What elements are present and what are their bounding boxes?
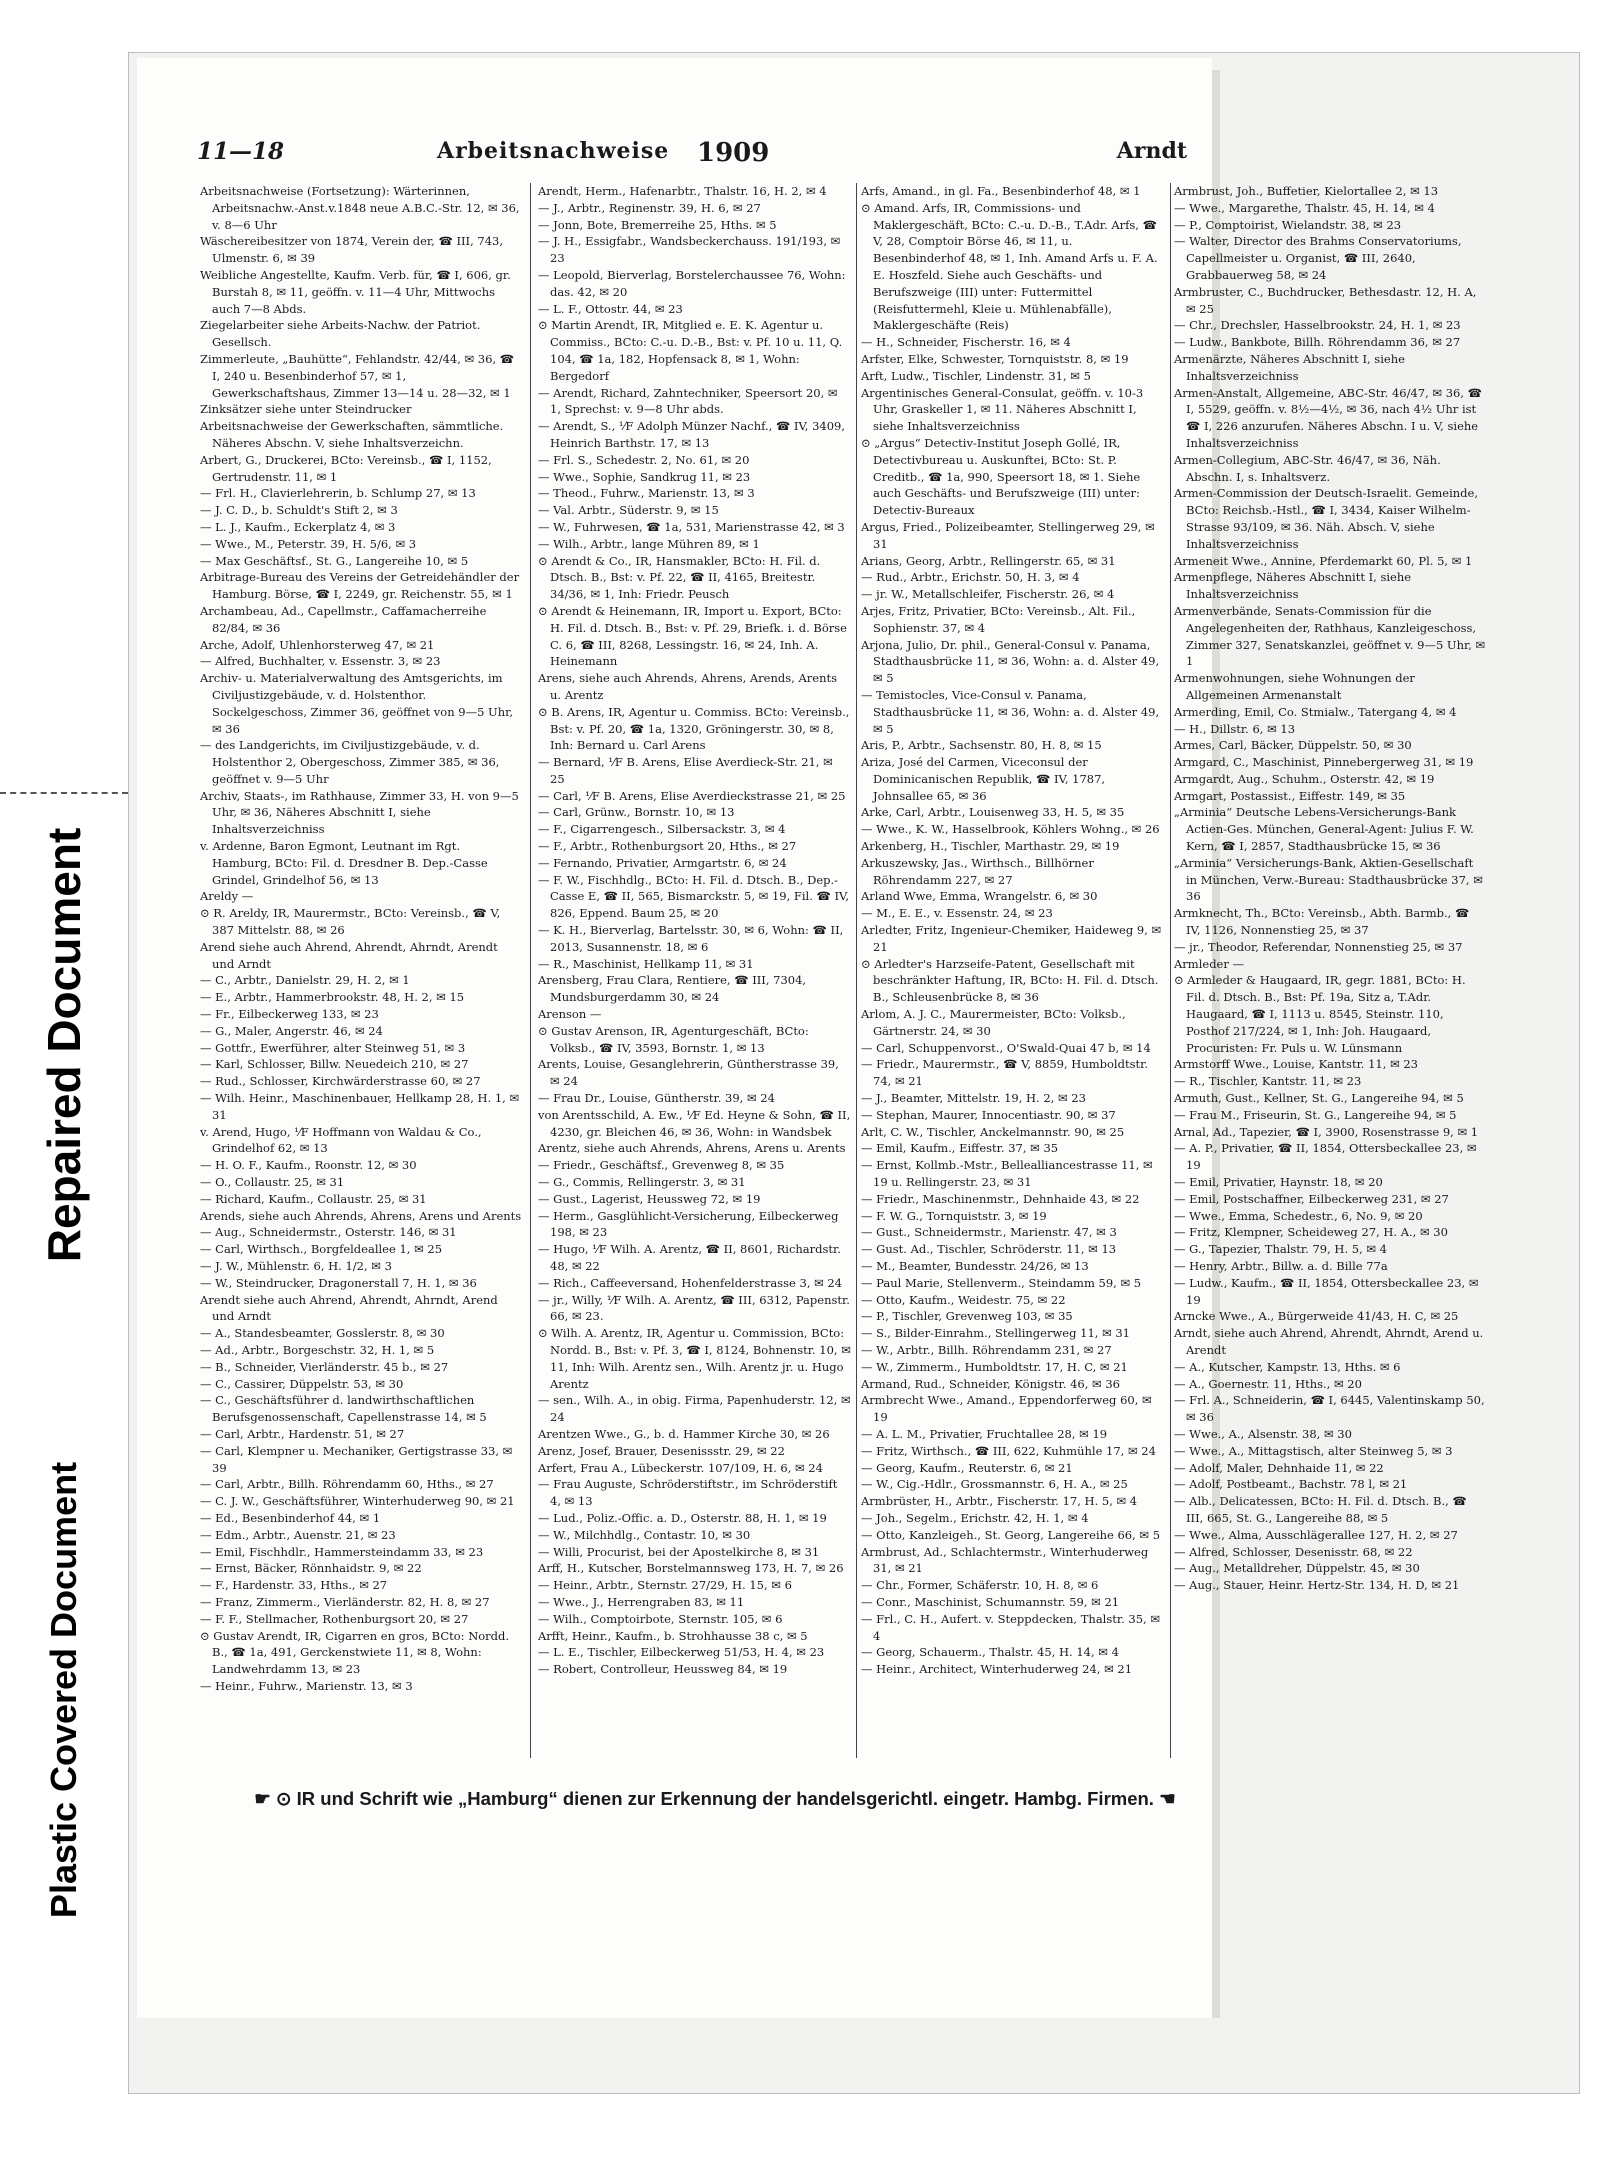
directory-column-2 <box>538 183 851 1758</box>
directory-entry: — Emil, Kaufm., Eiffestr. 37, ✉ 35 <box>861 1141 1059 1156</box>
directory-entry: — H., Schneider, Fischerstr. 16, ✉ 4 <box>861 335 1071 350</box>
directory-entry: — J. C. D., b. Schuldt's Stift 2, ✉ 3 <box>200 503 398 518</box>
directory-entry: — Frau M., Friseurin, St. G., Langereihe 94, ✉ 5 <box>1174 1107 1457 1122</box>
directory-entry: — S., Bilder-Einrahm., Stellingerweg 11, ✉ 31 <box>861 1326 1131 1341</box>
directory-entry: Arbert, G., Druckerei, BCto: Vereinsb., ☎ I, 1152, Gertrudenstr. 11, ✉ 1 <box>200 452 492 484</box>
directory-entry: — F., Arbtr., Rothenburgsort 20, Hths., ✉ 27 <box>538 839 797 854</box>
directory-entry: — F., Cigarrengesch., Silbersackstr. 3, ✉ 4 <box>538 822 786 837</box>
directory-entry: — Carl, Arbtr., Hardenstr. 51, ✉ 27 <box>200 1426 405 1441</box>
repaired-document-label: Repaired Document <box>38 827 90 1263</box>
directory-entry: Armen-Commission der Deutsch-Israelit. Gemeinde, BCto: Reichsb.-Hstl., ☎ I, 3434, Kaiser Wilhelm-Strasse 93/109, ✉ 36. Näh. Absch. V, siehe Inhaltsverzeichniss <box>1174 486 1478 551</box>
directory-entry: — Aug., Schneidermstr., Osterstr. 146, ✉ 31 <box>200 1225 457 1240</box>
directory-entry: — C., Arbtr., Danielstr. 29, H. 2, ✉ 1 <box>200 973 410 988</box>
directory-entry: — A. P., Privatier, ☎ II, 1854, Ottersbeckallee 23, ✉ 19 <box>1174 1141 1477 1173</box>
directory-entry: — L. E., Tischler, Eilbeckerweg 51/53, H. 4, ✉ 23 <box>538 1645 825 1660</box>
directory-entry: — Aug., Stauer, Heinr. Hertz-Str. 134, H. D, ✉ 21 <box>1174 1578 1460 1593</box>
directory-entry: Arends, siehe auch Ahrends, Ahrens, Arens und Arents <box>200 1208 522 1223</box>
page-footer-note: ☛ ⊙ IR und Schrift wie „Hamburg“ dienen zur Erkennung der handelsgerichtl. eingetr. Hambg. Firmen. ☚ <box>254 1788 1176 1809</box>
directory-entry: — Wilh., Comptoirbote, Sternstr. 105, ✉ 6 <box>538 1611 783 1626</box>
directory-entry: — sen., Wilh. A., in obig. Firma, Papenhuderstr. 12, ✉ 24 <box>538 1393 851 1425</box>
side-label-strip <box>0 0 128 2177</box>
directory-entry: — Chr., Drechsler, Hasselbrookstr. 24, H. 1, ✉ 23 <box>1174 318 1461 333</box>
directory-entry: — Rud., Schlosser, Kirchwärderstrasse 60, ✉ 27 <box>200 1074 481 1089</box>
directory-entry: Arentzen Wwe., G., b. d. Hammer Kirche 30, ✉ 26 <box>538 1426 830 1441</box>
directory-entry: — Ludw., Kaufm., ☎ II, 1854, Ottersbeckallee 23, ✉ 19 <box>1174 1275 1479 1307</box>
directory-entry: Arland Wwe, Emma, Wrangelstr. 6, ✉ 30 <box>861 889 1098 904</box>
directory-entry: — G., Commis, Rellingerstr. 3, ✉ 31 <box>538 1175 746 1190</box>
directory-entry: — L. J., Kaufm., Eckerplatz 4, ✉ 3 <box>200 519 396 534</box>
directory-entry: — F. W. G., Tornquiststr. 3, ✉ 19 <box>861 1208 1047 1223</box>
directory-entry: — Carl, Klempner u. Mechaniker, Gertigstrasse 33, ✉ 39 <box>200 1443 513 1475</box>
directory-entry: — G., Maler, Angerstr. 46, ✉ 24 <box>200 1023 383 1038</box>
directory-entry: — L. F., Ottostr. 44, ✉ 23 <box>538 301 683 316</box>
directory-entry: — W., Fuhrwesen, ☎ 1a, 531, Marienstrasse 42, ✉ 3 <box>538 519 845 534</box>
directory-entry: — Wwe., A., Mittagstisch, alter Steinweg 5, ✉ 3 <box>1174 1443 1453 1458</box>
directory-entry: — Fritz, Wirthsch., ☎ III, 622, Kuhmühle 17, ✉ 24 <box>861 1443 1156 1458</box>
directory-entry: — P., Tischler, Grevenweg 103, ✉ 35 <box>861 1309 1073 1324</box>
directory-entry: — W., Arbtr., Billh. Röhrendamm 231, ✉ 27 <box>861 1342 1112 1357</box>
directory-entry: Arentz, siehe auch Ahrends, Ahrens, Arens u. Arents <box>538 1141 846 1156</box>
directory-entry: Arkenberg, H., Tischler, Marthastr. 29, ✉ 19 <box>861 839 1120 854</box>
directory-entry: — G., Tapezier, Thalstr. 79, H. 5, ✉ 4 <box>1174 1242 1387 1257</box>
directory-entry: — C., Cassirer, Düppelstr. 53, ✉ 30 <box>200 1376 404 1391</box>
directory-entry: — Chr., Former, Schäferstr. 10, H. 8, ✉ 6 <box>861 1578 1099 1593</box>
directory-entry: Arlt, C. W., Tischler, Anckelmannstr. 90, ✉ 25 <box>861 1124 1125 1139</box>
directory-entry: ⊙ Arendt & Heinemann, IR, Import u. Export, BCto: H. Fil. d. Dtsch. B., Bst: v. Pf. 29, Briefk. i. d. Börse C. 6, ☎ III, 8268, Lessingstr. 16, ✉ 24, Inh. A. Heinemann <box>538 603 847 669</box>
directory-entry: ⊙ Wilh. A. Arentz, IR, Agentur u. Commission, BCto: Nordd. B., Bst: v. Pf. 3, ☎ I, 8124, Bohnenstr. 10, ✉ 11, Inh: Wilh. Arentz sen., Wilh. Arentz jr. u. Hugo Arentz <box>538 1326 851 1391</box>
directory-entry: — Rud., Arbtr., Erichstr. 50, H. 3, ✉ 4 <box>861 570 1080 585</box>
directory-entry: — Rich., Caffeeversand, Hohenfelderstrasse 3, ✉ 24 <box>538 1275 843 1290</box>
directory-entry: — F., Hardenstr. 33, Hths., ✉ 27 <box>200 1578 388 1593</box>
directory-entry: Armenärzte, Näheres Abschnitt I, siehe Inhaltsverzeichniss <box>1174 351 1405 383</box>
directory-entry: — Richard, Kaufm., Collaustr. 25, ✉ 31 <box>200 1191 427 1206</box>
directory-entry: Armgart, Postassist., Eiffestr. 149, ✉ 35 <box>1174 788 1406 803</box>
directory-entry: Armenpflege, Näheres Abschnitt I, siehe Inhaltsverzeichniss <box>1174 570 1412 602</box>
directory-entry: ⊙ Arendt & Co., IR, Hansmakler, BCto: H. Fil. d. Dtsch. B., Bst: v. Pf. 22, ☎ II, 4165, Breitestr. 34/36, ✉ 1, Inh: Friedr. Peusch <box>538 553 821 602</box>
directory-entry: — Alfred, Schlosser, Desenisstr. 68, ✉ 22 <box>1174 1544 1413 1559</box>
directory-entry: — Frl. S., Schedestr. 2, No. 61, ✉ 20 <box>538 452 750 467</box>
directory-entry: Armleder — <box>1174 956 1245 971</box>
directory-entry: — Georg, Kaufm., Reuterstr. 6, ✉ 21 <box>861 1460 1073 1475</box>
directory-entry: Armerding, Emil, Co. Stmialw., Tatergang 4, ✉ 4 <box>1174 704 1457 719</box>
directory-entry: — Carl, Wirthsch., Borgfeldeallee 1, ✉ 25 <box>200 1242 443 1257</box>
directory-entry: Archiv, Staats-, im Rathhause, Zimmer 33, H. von 9—5 Uhr, ✉ 36, Näheres Abschnitt I, siehe Inhaltsverzeichniss <box>200 788 519 837</box>
directory-entry: — Carl, Arbtr., Billh. Röhrendamm 60, Hths., ✉ 27 <box>200 1477 494 1492</box>
directory-entry: — Heinr., Fuhrw., Marienstr. 13, ✉ 3 <box>200 1678 413 1693</box>
directory-entry: — Theod., Fuhrw., Marienstr. 13, ✉ 3 <box>538 486 755 501</box>
directory-entry: Aris, P., Arbtr., Sachsenstr. 80, H. 8, ✉ 15 <box>861 738 1102 753</box>
directory-entry: — J. W., Mühlenstr. 6, H. 1/2, ✉ 3 <box>200 1259 392 1273</box>
directory-entry: — Temistocles, Vice-Consul v. Panama, Stadthausbrücke 11, ✉ 36, Wohn: a. d. Alster 49, ✉ 5 <box>861 687 1160 736</box>
directory-entry: Arenson — <box>538 1007 602 1022</box>
directory-entry: — M., Beamter, Bundesstr. 24/26, ✉ 13 <box>861 1259 1089 1273</box>
directory-entry: Armen-Anstalt, Allgemeine, ABC-Str. 46/47, ✉ 36, ☎ I, 5529, geöffn. v. 8½—4½, ✉ 36, nach 4½ Uhr ist ☎ I, 226 anzurufen. Näheres Abschn. I u. V, siehe Inhaltsverzeichniss <box>1174 385 1482 450</box>
directory-entry: Armbrust, Joh., Buffetier, Kielortallee 2, ✉ 13 <box>1174 184 1439 198</box>
directory-entry: Arlom, A. J. C., Maurermeister, BCto: Volksb., Gärtnerstr. 24, ✉ 30 <box>861 1007 1126 1038</box>
directory-entry: — Heinr., Architect, Winterhuderweg 24, ✉ 21 <box>861 1662 1133 1677</box>
directory-entry: — M., E. E., v. Essenstr. 24, ✉ 23 <box>861 906 1053 921</box>
running-keyword: Arndt <box>1116 138 1187 164</box>
directory-entry: Archambeau, Ad., Capellmstr., Caffamacherreihe 82/84, ✉ 36 <box>200 603 487 635</box>
directory-entry: Ziegelarbeiter siehe Arbeits-Nachw. der Patriot. Gesellsch. <box>200 318 481 350</box>
directory-entry: — Emil, Fischhdlr., Hammersteindamm 33, ✉ 23 <box>200 1544 484 1559</box>
directory-entry: — W., Cig.-Hdlr., Grossmannstr. 6, H. A., ✉ 25 <box>861 1477 1128 1492</box>
directory-entry: Arbeitsnachweise (Fortsetzung): Wärterinnen, Arbeitsnachw.-Anst.v.1848 neue A.B.C.-Str. 12, ✉ 36, v. 8—6 Uhr <box>200 184 520 232</box>
directory-entry: Arendt siehe auch Ahrend, Ahrendt, Ahrndt, Arend und Arndt <box>200 1292 498 1324</box>
directory-entry: — Franz, Zimmerm., Vierländerstr. 82, H. 8, ✉ 27 <box>200 1594 490 1609</box>
directory-entry: Arjona, Julio, Dr. phil., General-Consul v. Panama, Stadthausbrücke 11, ✉ 36, Wohn: a. d. Alster 49, ✉ 5 <box>861 637 1160 686</box>
directory-entry: — Hugo, ⅟F Wilh. A. Arentz, ☎ II, 8601, Richardstr. 48, ✉ 22 <box>538 1242 841 1273</box>
directory-entry: „Arminia“ Versicherungs-Bank, Aktien-Gesellschaft in München, Verw.-Bureau: Stadthausbrücke 37, ✉ 36 <box>1174 855 1483 904</box>
directory-entry: — Carl, ⅟F B. Arens, Elise Averdieckstrasse 21, ✉ 25 <box>538 788 846 803</box>
directory-entry: Argentinisches General-Consulat, geöffn. v. 10-3 Uhr, Graskeller 1, ✉ 11. Näheres Abschnitt I, siehe Inhaltsverzeichniss <box>861 385 1144 434</box>
directory-entry: — Leopold, Bierverlag, Borstelerchaussee 76, Wohn: das. 42, ✉ 20 <box>538 267 846 299</box>
page-header <box>197 138 1187 168</box>
directory-entry: — B., Schneider, Vierländerstr. 45 b., ✉ 27 <box>200 1359 449 1374</box>
directory-entry: ⊙ Martin Arendt, IR, Mitglied e. E. K. Agentur u. Commiss., BCto: C.-u. D.-B., Bst: v. Pf. 10 u. 11, Q. 104, ☎ 1a, 182, Hopfensack 8, ✉ 1, Wohn: Bergedorf <box>538 318 843 383</box>
directory-entry: Arbeitsnachweise der Gewerkschaften, sämmtliche. Näheres Abschn. V, siehe Inhaltsverzeichn. <box>200 419 504 450</box>
directory-entry: — Otto, Kanzleigeh., St. Georg, Langereihe 66, ✉ 5 <box>861 1527 1161 1542</box>
directory-entry: — Val. Arbtr., Süderstr. 9, ✉ 15 <box>538 503 719 518</box>
directory-entry: Arke, Carl, Arbtr., Louisenweg 33, H. 5, ✉ 35 <box>861 805 1125 820</box>
directory-entry: v. Arend, Hugo, ⅟F Hoffmann von Waldau & Co., Grindelhof 62, ✉ 13 <box>200 1124 482 1156</box>
directory-entry: — R., Tischler, Kantstr. 11, ✉ 23 <box>1174 1074 1362 1089</box>
directory-entry: — H., Dillstr. 6, ✉ 13 <box>1174 721 1296 736</box>
directory-entry: — A. L. M., Privatier, Fruchtallee 28, ✉ 19 <box>861 1426 1108 1441</box>
directory-entry: — Gottfr., Ewerführer, alter Steinweg 51, ✉ 3 <box>200 1040 466 1055</box>
directory-entry: Arfert, Frau A., Lübeckerstr. 107/109, H. 6, ✉ 24 <box>538 1460 823 1475</box>
directory-entry: — Emil, Postschaffner, Eilbeckerweg 231, ✉ 27 <box>1174 1191 1449 1206</box>
column-rule <box>530 183 531 1758</box>
directory-entry: — H. O. F., Kaufm., Roonstr. 12, ✉ 30 <box>200 1158 417 1173</box>
directory-entry: — Lud., Poliz.-Offic. a. D., Osterstr. 88, H. 1, ✉ 19 <box>538 1510 827 1525</box>
directory-entry: — Max Geschäftsf., St. G., Langereihe 10, ✉ 5 <box>200 553 469 568</box>
directory-entry: Armgardt, Aug., Schuhm., Osterstr. 42, ✉ 19 <box>1174 771 1435 786</box>
directory-entry: Armknecht, Th., BCto: Vereinsb., Abth. Barmb., ☎ IV, 1126, Nonnenstieg 25, ✉ 37 <box>1174 906 1470 938</box>
directory-entry: Armbruster, C., Buchdrucker, Bethesdastr. 12, H. A, ✉ 25 <box>1174 284 1477 316</box>
directory-entry: Arft, Ludw., Tischler, Lindenstr. 31, ✉ 5 <box>861 368 1091 383</box>
column-rule <box>1170 183 1171 1758</box>
directory-entry: Arjes, Fritz, Privatier, BCto: Vereinsb., Alt. Fil., Sophienstr. 37, ✉ 4 <box>861 603 1136 635</box>
directory-entry: — Arendt, S., ⅟F Adolph Münzer Nachf., ☎ IV, 3409, Heinrich Barthstr. 17, ✉ 13 <box>538 419 845 450</box>
directory-entry: — Wilh. Heinr., Maschinenbauer, Hellkamp 28, H. 1, ✉ 31 <box>200 1091 520 1122</box>
directory-entry: — Stephan, Maurer, Innocentiastr. 90, ✉ 37 <box>861 1107 1116 1122</box>
directory-entry: — J., Arbtr., Reginenstr. 39, H. 6, ✉ 27 <box>538 200 761 215</box>
directory-entry: — Aug., Metalldreher, Düppelstr. 45, ✉ 30 <box>1174 1561 1420 1576</box>
directory-entry: — O., Collaustr. 25, ✉ 31 <box>200 1175 345 1190</box>
directory-entry: — Wwe., J., Herrengraben 83, ✉ 11 <box>538 1594 745 1609</box>
directory-entry: Arians, Georg, Arbtr., Rellingerstr. 65, ✉ 31 <box>861 553 1116 568</box>
directory-entry: Zinksätzer siehe unter Steindrucker <box>200 402 412 417</box>
directory-entry: — Wwe., A., Alsenstr. 38, ✉ 30 <box>1174 1426 1352 1441</box>
directory-entry: — F. W., Fischhdlg., BCto: H. Fil. d. Dtsch. B., Dep.-Casse E, ☎ II, 565, Bismarckstr. 5, ✉ 19, Fil. ☎ IV, 826, Eppend. Baum 25, ✉ 20 <box>538 872 850 921</box>
directory-entry: Armeneit Wwe., Annine, Pferdemarkt 60, Pl. 5, ✉ 1 <box>1174 553 1473 568</box>
directory-entry: — P., Comptoirist, Wielandstr. 38, ✉ 23 <box>1174 217 1402 232</box>
directory-entry: — Friedr., Maschinenmstr., Dehnhaide 43, ✉ 22 <box>861 1191 1140 1206</box>
directory-entry: — K. H., Bierverlag, Bartelsstr. 30, ✉ 6, Wohn: ☎ II, 2013, Susannenstr. 18, ✉ 6 <box>538 923 844 954</box>
directory-entry: Argus, Fried., Polizeibeamter, Stellingerweg 29, ✉ 31 <box>861 519 1155 551</box>
directory-entry: — Arendt, Richard, Zahntechniker, Speersort 20, ✉ 1, Sprechst: v. 9—8 Uhr abds. <box>538 385 838 417</box>
directory-entry: — Robert, Controlleur, Heussweg 84, ✉ 19 <box>538 1662 788 1677</box>
directory-entry: ⊙ „Argus“ Detectiv-Institut Joseph Gollé, IR, Detectivbureau u. Auskunftei, BCto: St. P. Creditb., ☎ 1a, 990, Speersort 18, ✉ 1. Siehe auch Geschäfts- und Berufszweige (III) unter: Detectiv-Bureaux <box>861 435 1141 518</box>
directory-entry: Arendt, Herm., Hafenarbtr., Thalstr. 16, H. 2, ✉ 4 <box>538 184 827 198</box>
directory-entry: Armen-Collegium, ABC-Str. 46/47, ✉ 36, Näh. Abschn. I, s. Inhaltsverz. <box>1174 452 1441 484</box>
directory-entry: — Otto, Kaufm., Weidestr. 75, ✉ 22 <box>861 1292 1066 1307</box>
directory-year: 1909 <box>697 138 770 168</box>
directory-entry: — Ernst, Kollmb.-Mstr., Bellealliancestrasse 11, ✉ 19 u. Rellingerstr. 23, ✉ 31 <box>861 1158 1153 1190</box>
directory-entry: — Fernando, Privatier, Armgartstr. 6, ✉ 24 <box>538 855 787 870</box>
directory-entry: — jr., Theodor, Referendar, Nonnenstieg 25, ✉ 37 <box>1174 939 1463 954</box>
directory-entry: — Bernard, ⅟F B. Arens, Elise Averdieck-Str. 21, ✉ 25 <box>538 755 833 786</box>
directory-entry: Arkuszewsky, Jas., Wirthsch., Billhörner Röhrendamm 227, ✉ 27 <box>861 855 1094 887</box>
directory-entry: — W., Zimmerm., Humboldtstr. 17, H. C, ✉ 21 <box>861 1359 1128 1374</box>
directory-entry: Wäschereibesitzer von 1874, Verein der, ☎ III, 743, Ulmenstr. 6, ✉ 39 <box>200 234 503 266</box>
directory-entry: Arche, Adolf, Uhlenhorsterweg 47, ✉ 21 <box>200 637 435 652</box>
directory-entry: — A., Standesbeamter, Gosslerstr. 8, ✉ 30 <box>200 1326 445 1341</box>
directory-entry: — Gust., Lagerist, Heussweg 72, ✉ 19 <box>538 1191 761 1206</box>
directory-column-3 <box>861 183 1168 1758</box>
directory-entry: — Walter, Director des Brahms Conservatoriums, Capellmeister u. Organist, ☎ III, 2640, Grabbauerweg 58, ✉ 24 <box>1174 234 1462 282</box>
directory-entry: — Emil, Privatier, Haynstr. 18, ✉ 20 <box>1174 1175 1383 1190</box>
directory-entry: Armenverbände, Senats-Commission für die Angelegenheiten der, Rathhaus, Kanzleigeschoss, Zimmer 327, Senatskanzlei, geöffnet v. 9—5 Uhr, ✉ 1 <box>1174 603 1486 669</box>
directory-entry: — Frau Dr., Louise, Güntherstr. 39, ✉ 24 <box>538 1091 775 1106</box>
directory-entry: ⊙ Gustav Arenson, IR, Agenturgeschäft, BCto: Volksb., ☎ IV, 3593, Bornstr. 1, ✉ 13 <box>538 1023 809 1055</box>
directory-entry: — Wwe., Sophie, Sandkrug 11, ✉ 23 <box>538 469 751 484</box>
directory-entry: Armstorff Wwe., Louise, Kantstr. 11, ✉ 23 <box>1174 1057 1418 1072</box>
directory-entry: Armenwohnungen, siehe Wohnungen der Allgemeinen Armenanstalt <box>1174 671 1415 702</box>
directory-entry: — J. H., Essigfabr., Wandsbeckerchauss. 191/193, ✉ 23 <box>538 234 841 266</box>
directory-entry: Arnal, Ad., Tapezier, ☎ I, 3900, Rosenstrasse 9, ✉ 1 <box>1174 1124 1479 1139</box>
directory-entry: Arens, siehe auch Ahrends, Ahrens, Arends, Arents u. Arentz <box>538 671 837 702</box>
directory-entry: — E., Arbtr., Hammerbrookstr. 48, H. 2, ✉ 15 <box>200 990 465 1005</box>
directory-entry: — Friedr., Geschäftsf., Grevenweg 8, ✉ 35 <box>538 1158 785 1173</box>
directory-entry: ⊙ R. Areldy, IR, Maurermstr., BCto: Vereinsb., ☎ V, 387 Mittelstr. 88, ✉ 26 <box>200 906 501 938</box>
directory-entry: Arend siehe auch Ahrend, Ahrendt, Ahrndt, Arendt und Arndt <box>200 939 498 971</box>
directory-entry: Armes, Carl, Bäcker, Düppelstr. 50, ✉ 30 <box>1174 738 1412 753</box>
directory-entry: — Gust. Ad., Tischler, Schröderstr. 11, ✉ 13 <box>861 1242 1117 1257</box>
directory-entry: — jr., Willy, ⅟F Wilh. A. Arentz, ☎ III, 6312, Papenstr. 66, ✉ 23. <box>538 1292 850 1324</box>
directory-entry: Armbrust, Ad., Schlachtermstr., Winterhuderweg 31, ✉ 21 <box>861 1544 1149 1576</box>
directory-entry: Armand, Rud., Schneider, Königstr. 46, ✉ 36 <box>861 1376 1120 1391</box>
directory-entry: — Adolf, Maler, Dehnhaide 11, ✉ 22 <box>1174 1460 1384 1475</box>
directory-entry: — Wwe., Emma, Schedestr., 6, No. 9, ✉ 20 <box>1174 1208 1423 1223</box>
directory-entry: — des Landgerichts, im Civiljustizgebäude, v. d. Holstenthor 2, Obergeschoss, Zimmer 385, ✉ 36, geöffnet v. 9—5 Uhr <box>200 738 500 786</box>
directory-entry: — Paul Marie, Stellenverm., Steindamm 59, ✉ 5 <box>861 1275 1142 1290</box>
directory-entry: — F. F., Stellmacher, Rothenburgsort 20, ✉ 27 <box>200 1611 469 1626</box>
directory-entry: — Joh., Segelm., Erichstr. 42, H. 1, ✉ 4 <box>861 1510 1089 1525</box>
directory-entry: Arledter, Fritz, Ingenieur-Chemiker, Haideweg 9, ✉ 21 <box>861 923 1162 954</box>
directory-entry: ⊙ Arledter's Harzseife-Patent, Gesellschaft mit beschränkter Haftung, IR, BCto: H. Fil. d. Dtsch. B., Schleusenbrücke 8, ✉ 36 <box>861 956 1159 1005</box>
directory-entry: — Ludw., Bankbote, Billh. Röhrendamm 36, ✉ 27 <box>1174 335 1461 350</box>
directory-entry: — A., Kutscher, Kampstr. 13, Hths. ✉ 6 <box>1174 1359 1401 1374</box>
directory-entry: — Henry, Arbtr., Billw. a. d. Bille 77a <box>1174 1259 1388 1273</box>
directory-entry: Arff, H., Kutscher, Borstelmannsweg 173, H. 7, ✉ 26 <box>538 1561 844 1576</box>
directory-entry: Arfft, Heinr., Kaufm., b. Strohhausse 38 c, ✉ 5 <box>538 1628 808 1643</box>
directory-entry: — J., Beamter, Mittelstr. 19, H. 2, ✉ 23 <box>861 1091 1086 1106</box>
directory-entry: „Arminia“ Deutsche Lebens-Versicherungs-Bank Actien-Ges. München, General-Agent: Julius F. W. Kern, ☎ I, 2857, Stadthausbrücke 15, ✉ 36 <box>1174 805 1474 854</box>
directory-entry: Arenz, Josef, Brauer, Desenissstr. 29, ✉ 22 <box>538 1443 785 1458</box>
directory-entry: Ariza, José del Carmen, Viceconsul der Dominicanischen Republik, ☎ IV, 1787, Johnsallee 65, ✉ 36 <box>861 755 1106 803</box>
directory-entry: — Carl, Grünw., Bornstr. 10, ✉ 13 <box>538 805 735 820</box>
directory-entry: Armuth, Gust., Kellner, St. G., Langereihe 94, ✉ 5 <box>1174 1091 1464 1106</box>
directory-entry: — Wwe., M., Peterstr. 39, H. 5/6, ✉ 3 <box>200 536 417 551</box>
column-rule <box>856 183 857 1758</box>
directory-entry: — Wwe., Alma, Ausschlägerallee 127, H. 2, ✉ 27 <box>1174 1527 1458 1542</box>
directory-entry: Arents, Louise, Gesanglehrerin, Güntherstrasse 39, ✉ 24 <box>538 1057 839 1089</box>
directory-entry: v. Ardenne, Baron Egmont, Leutnant im Rgt. Hamburg, BCto: Fil. d. Dresdner B. Dep.-Casse Grindel, Grindelhof 56, ✉ 13 <box>200 839 488 887</box>
directory-entry: — Wwe., K. W., Hasselbrook, Köhlers Wohng., ✉ 26 <box>861 822 1160 837</box>
directory-entry: — Georg, Schauerm., Thalstr. 45, H. 14, ✉ 4 <box>861 1645 1119 1660</box>
directory-entry: — Frl. H., Clavierlehrerin, b. Schlump 27, ✉ 13 <box>200 486 476 501</box>
directory-entry: — Herm., Gasglühlicht-Versicherung, Eilbeckerweg 198, ✉ 23 <box>538 1208 839 1240</box>
directory-entry: Armbrüster, H., Arbtr., Fischerstr. 17, H. 5, ✉ 4 <box>861 1494 1138 1509</box>
directory-entry: — Wilh., Arbtr., lange Mühren 89, ✉ 1 <box>538 536 760 551</box>
directory-entry: — Ernst, Bäcker, Rönnhaidstr. 9, ✉ 22 <box>200 1561 422 1576</box>
directory-entry: Arfs, Amand., in gl. Fa., Besenbinderhof 48, ✉ 1 <box>861 184 1141 198</box>
directory-entry: — Friedr., Maurermstr., ☎ V, 8859, Humboldtstr. 74, ✉ 21 <box>861 1057 1149 1089</box>
directory-entry: — Jonn, Bote, Bremerreihe 25, Hths. ✉ 5 <box>538 217 777 232</box>
directory-entry: — Ed., Besenbinderhof 44, ✉ 1 <box>200 1510 381 1525</box>
directory-entry: — Fritz, Klempner, Scheideweg 27, H. A., ✉ 30 <box>1174 1225 1448 1240</box>
directory-entry: — W., Milchhdlg., Contastr. 10, ✉ 30 <box>538 1527 751 1542</box>
directory-entry: — Adolf, Postbeamt., Bachstr. 78 l, ✉ 21 <box>1174 1477 1408 1492</box>
plastic-covered-document-label: Plastic Covered Document <box>43 1461 84 1919</box>
directory-entry: Armgard, C., Maschinist, Pinnebergerweg 31, ✉ 19 <box>1174 755 1474 770</box>
directory-entry: — Gust., Schneidermstr., Marienstr. 47, ✉ 3 <box>861 1225 1117 1240</box>
directory-entry: — Alb., Delicatessen, BCto: H. Fil. d. Dtsch. B., ☎ III, 665, St. G., Langereihe 88, ✉ 5 <box>1174 1494 1467 1525</box>
directory-entry: von Arentsschild, A. Ew., ⅟F Ed. Heyne & Sohn, ☎ II, 4230, gr. Bleichen 46, ✉ 36, Wohn: in Wandsbek <box>538 1107 851 1139</box>
directory-entry: Arncke Wwe., A., Bürgerweide 41/43, H. C, ✉ 25 <box>1174 1309 1459 1324</box>
directory-entry: — C. J. W., Geschäftsführer, Winterhuderweg 90, ✉ 21 <box>200 1494 515 1509</box>
directory-entry: — Alfred, Buchhalter, v. Essenstr. 3, ✉ 23 <box>200 654 441 669</box>
directory-entry: Archiv- u. Materialverwaltung des Amtsgerichts, im Civiljustizgebäude, v. d. Holstenthor. Sockelgeschoss, Zimmer 36, geöffnet von 9—5 Uhr, ✉ 36 <box>200 671 514 736</box>
directory-entry: — Conr., Maschinist, Schumannstr. 59, ✉ 21 <box>861 1594 1120 1609</box>
directory-entry: — Heinr., Arbtr., Sternstr. 27/29, H. 15, ✉ 6 <box>538 1578 792 1593</box>
directory-entry: Armbrecht Wwe., Amand., Eppendorferweg 60, ✉ 19 <box>861 1393 1152 1425</box>
directory-entry: Weibliche Angestellte, Kaufm. Verb. für, ☎ I, 606, gr. Burstah 8, ✉ 11, geöffn. v. 11—4 Uhr, Mittwochs auch 7—8 Abds. <box>200 267 511 316</box>
section-divider-dashed <box>0 792 128 794</box>
directory-entry: Zimmerleute, „Bauhütte“, Fehlandstr. 42/44, ✉ 36, ☎ I, 240 u. Besenbinderhof 57, ✉ 1, Gewerkschaftshaus, Zimmer 13—14 u. 28—32, ✉ 1 <box>200 351 515 400</box>
directory-entry: — Karl, Schlosser, Billw. Neuedeich 210, ✉ 27 <box>200 1057 469 1072</box>
directory-entry: — W., Steindrucker, Dragonerstall 7, H. 1, ✉ 36 <box>200 1275 477 1290</box>
directory-entry: Areldy — <box>200 889 254 904</box>
directory-column-4 <box>1174 183 1486 1758</box>
directory-entry: — Willi, Procurist, bei der Apostelkirche 8, ✉ 31 <box>538 1544 820 1559</box>
directory-entry: — Edm., Arbtr., Auenstr. 21, ✉ 23 <box>200 1527 396 1542</box>
directory-entry: — C., Geschäftsführer d. landwirthschaftlichen Berufsgenossenschaft, Capellenstrasse 14, ✉ 5 <box>200 1393 487 1425</box>
directory-entry: — Fr., Eilbeckerweg 133, ✉ 23 <box>200 1007 379 1022</box>
directory-entry: — Frl. A., Schneiderin, ☎ I, 6445, Valentinskamp 50, ✉ 36 <box>1174 1393 1485 1425</box>
directory-entry: ⊙ B. Arens, IR, Agentur u. Commiss. BCto: Vereinsb., Bst: v. Pf. 20, ☎ 1a, 1320, Gröningerstr. 30, ✉ 8, Inh: Bernard u. Carl Arens <box>538 704 850 753</box>
directory-entry: Arensberg, Frau Clara, Rentiere, ☎ III, 7304, Mundsburgerdamm 30, ✉ 24 <box>538 973 807 1005</box>
page-number: 11—18 <box>197 138 285 165</box>
directory-entry: ⊙ Amand. Arfs, IR, Commissions- und Maklergeschäft, BCto: C.-u. D.-B., T.Adr. Arfs, ☎ V, 28, Comptoir Börse 46, ✉ 11, u. Besenbinderhof 48, ✉ 1, Inh. Amand Arfs u. F. A. E. Hoszfeld. Siehe auch Geschäfts- und Berufszweige (III) unter: Futtermittel (Reisfuttermehl, Kleie u. Mühlenabfälle), Maklergeschäfte (Reis) <box>861 200 1158 333</box>
directory-entry: — A., Goernestr. 11, Hths., ✉ 20 <box>1174 1376 1362 1391</box>
directory-entry: Arfster, Elke, Schwester, Tornquiststr. 8, ✉ 19 <box>861 351 1129 366</box>
directory-entry: Arndt, siehe auch Ahrend, Ahrendt, Ahrndt, Arend u. Arendt <box>1174 1326 1484 1357</box>
directory-entry: — Frl., C. H., Aufert. v. Steppdecken, Thalstr. 35, ✉ 4 <box>861 1611 1161 1643</box>
directory-entry: — Wwe., Margarethe, Thalstr. 45, H. 14, ✉ 4 <box>1174 200 1435 215</box>
section-title: Arbeitsnachweise <box>437 138 670 164</box>
directory-entry: — jr. W., Metallschleifer, Fischerstr. 26, ✉ 4 <box>861 587 1115 602</box>
directory-entry: — Ad., Arbtr., Borgeschstr. 32, H. 1, ✉ 5 <box>200 1342 435 1357</box>
directory-entry: — Carl, Schuppenvorst., O'Swald-Quai 47 b, ✉ 14 <box>861 1040 1151 1055</box>
directory-entry: — R., Maschinist, Hellkamp 11, ✉ 31 <box>538 956 754 971</box>
directory-entry: — Frau Auguste, Schröderstiftstr., im Schröderstift 4, ✉ 13 <box>538 1477 838 1509</box>
directory-column-1 <box>200 183 522 1758</box>
directory-entry: Arbitrage-Bureau des Vereins der Getreidehändler der Hamburg. Börse, ☎ I, 2249, gr. Reichenstr. 55, ✉ 1 <box>200 570 520 602</box>
directory-entry: ⊙ Gustav Arendt, IR, Cigarren en gros, BCto: Nordd. B., ☎ 1a, 491, Gerckenstwiete 11, ✉ 8, Wohn: Landwehrdamm 13, ✉ 23 <box>200 1628 510 1677</box>
directory-entry: ⊙ Armleder & Haugaard, IR, gegr. 1881, BCto: H. Fil. d. Dtsch. B., Bst: Pf. 19a, Sitz a, T.Adr. Haugaard, ☎ I, 1113 u. 8545, Steinstr. 110, Posthof 217/224, ✉ 1, Inh: Joh. Haugaard, Procuristen: Fr. Puls u. W. Lünsmann <box>1174 973 1466 1055</box>
